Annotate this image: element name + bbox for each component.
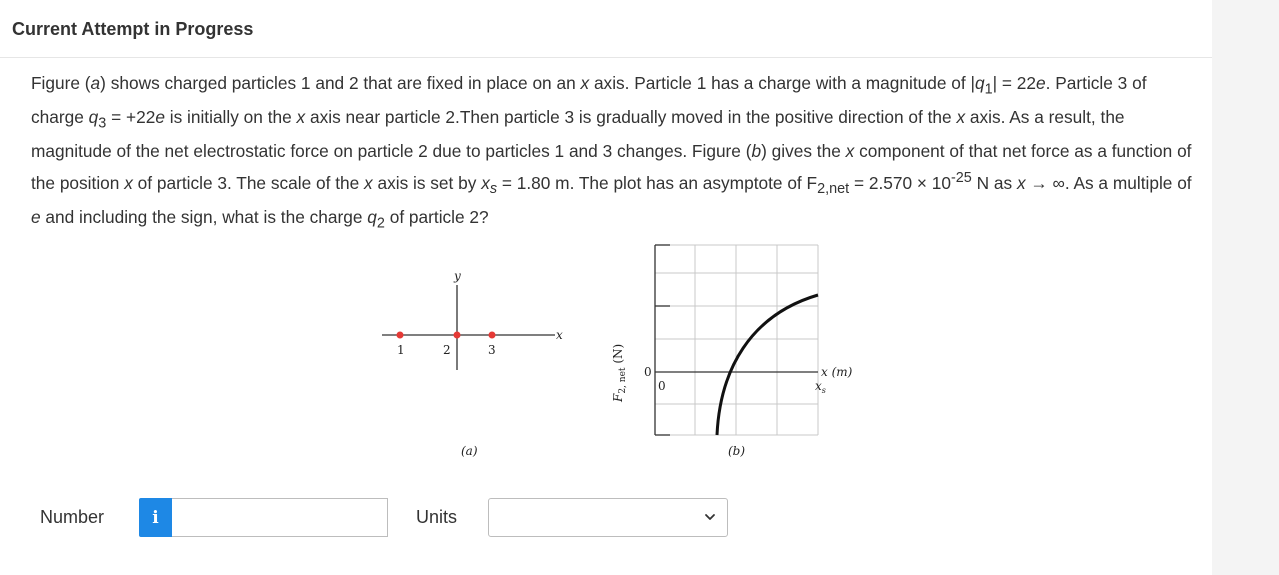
fig-b-zero-inner: 0 xyxy=(658,379,666,393)
fig-b-xs-label: $x_s$ xyxy=(815,379,826,395)
units-label: Units xyxy=(416,507,458,527)
figure xyxy=(360,240,880,470)
particle-1-label: 1 xyxy=(397,343,405,357)
question-text: Figure (a) shows charged particles 1 and 2 that are fixed in place on an x axis. Particle 1 has a charge with a magnitude of $|q_1| = 22e$. Particle 3 of charge $q_3 = +22e$ is initially on the x axis near particle 2.Then particle 3 is gradually moved in the positive direction of the x axis. As a result, the magnitude of the net electrostatic force on particle 2 due to particles 1 and 3 changes. Figure (b) gives the x component of that net force as a function of the position x of particle 3. The scale of the x axis is set by $x_s = 1.80$ m. The plot has an asymptote of $F_{2,net} = 2.570 \times 10^{-25}$ N as x → ∞. As a multiple of e and including the sign, what is the charge $q_2$ of particle 2? xyxy=(31,73,1192,232)
particle-1 xyxy=(397,332,404,339)
fig-a-caption: (a) xyxy=(461,444,478,458)
number-input[interactable] xyxy=(172,498,388,537)
figure-b xyxy=(611,245,853,458)
fig-b-y-label: $F_{2, net}$ (N) xyxy=(611,343,628,402)
particle-2-label: 2 xyxy=(443,343,451,357)
info-icon[interactable]: i xyxy=(139,498,172,537)
number-label: Number xyxy=(40,507,105,527)
header-divider xyxy=(0,57,1212,58)
chevron-down-icon xyxy=(703,510,717,524)
particle-3-label: 3 xyxy=(488,343,496,357)
figure-a xyxy=(382,269,563,458)
fig-b-x-label: x (m) xyxy=(821,365,853,379)
attempt-header: Current Attempt in Progress xyxy=(12,19,254,39)
particle-3 xyxy=(489,332,496,339)
fig-b-zero-left: 0 xyxy=(644,365,652,379)
fig-a-x-label: x xyxy=(556,328,563,342)
fig-b-caption: (b) xyxy=(728,444,746,458)
fig-b-curve xyxy=(717,295,818,435)
units-select[interactable] xyxy=(488,498,728,537)
fig-a-y-label: y xyxy=(454,269,461,283)
particle-2 xyxy=(454,332,461,339)
right-margin xyxy=(1212,0,1279,575)
fig-b-grid xyxy=(655,245,818,435)
